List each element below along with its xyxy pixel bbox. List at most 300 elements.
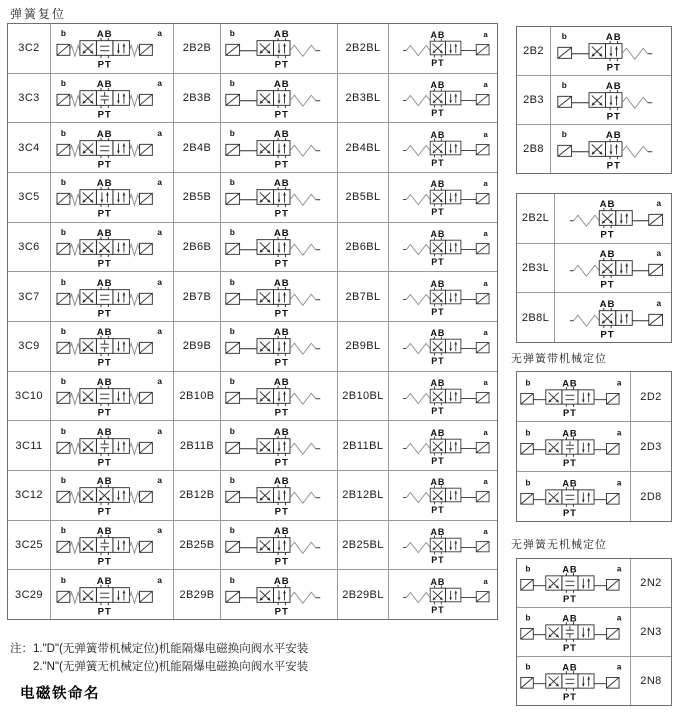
svg-text:PT: PT [274, 59, 289, 71]
svg-text:a: a [483, 377, 488, 387]
valve-code: 2B3 [517, 76, 551, 124]
svg-text:AB: AB [273, 327, 290, 339]
svg-text:AB: AB [273, 575, 290, 587]
valve-schematic-icon [223, 374, 335, 418]
svg-text:b: b [60, 79, 66, 89]
valve-code: 2B11B [174, 421, 221, 470]
valve-symbol [389, 173, 497, 222]
svg-text:a: a [157, 277, 162, 287]
svg-text:a: a [656, 298, 662, 308]
valve-symbol [51, 372, 174, 421]
valve-row [8, 321, 497, 371]
valve-symbol [555, 194, 671, 243]
valve-schematic-icon [553, 29, 669, 73]
valve-schematic-icon [223, 275, 335, 319]
svg-text:PT: PT [274, 307, 289, 319]
valve-schematic-icon [391, 573, 495, 617]
svg-text:AB: AB [430, 526, 446, 537]
svg-text:PT: PT [274, 109, 289, 120]
svg-text:b: b [60, 476, 66, 486]
valve-code: 2N8 [640, 675, 662, 687]
valve-symbol [517, 657, 631, 705]
svg-text:a: a [157, 526, 162, 536]
svg-text:PT: PT [274, 605, 289, 617]
svg-text:b: b [525, 377, 531, 387]
detent-table [516, 371, 672, 522]
spring-left-table [516, 193, 672, 343]
svg-text:AB: AB [96, 29, 113, 41]
valve-symbol [517, 422, 631, 471]
valve-schematic-icon [391, 175, 495, 219]
valve-schematic-icon [391, 225, 495, 269]
svg-text:a: a [483, 576, 488, 586]
valve-code: 3C29 [8, 570, 51, 619]
valve-schematic-icon [391, 126, 495, 170]
valve-symbol [51, 471, 174, 520]
svg-text:b: b [229, 228, 235, 238]
valve-row [8, 420, 497, 470]
svg-text:a: a [616, 662, 622, 672]
valve-symbol [221, 521, 338, 570]
valve-row [8, 371, 497, 421]
svg-text:a: a [483, 228, 488, 238]
svg-text:b: b [60, 526, 66, 536]
svg-text:PT: PT [563, 642, 577, 653]
valve-row [517, 372, 671, 421]
valve-row [517, 656, 671, 705]
svg-text:b: b [229, 178, 235, 188]
svg-text:PT: PT [563, 593, 577, 604]
valve-row [517, 75, 671, 124]
valve-schematic-icon [53, 473, 171, 517]
valve-row [517, 559, 671, 607]
svg-text:AB: AB [430, 228, 446, 239]
valve-code: 2B29BL [338, 570, 389, 619]
valve-schematic-icon [53, 324, 171, 368]
valve-symbol [389, 74, 497, 123]
valve-row [517, 194, 671, 243]
svg-text:AB: AB [599, 298, 616, 310]
svg-text:PT: PT [431, 505, 445, 516]
valve-code: 2B8 [517, 125, 551, 173]
svg-text:AB: AB [430, 179, 446, 190]
svg-text:PT: PT [274, 506, 289, 518]
svg-text:AB: AB [273, 377, 290, 389]
valve-row [517, 471, 671, 521]
svg-text:a: a [157, 228, 162, 238]
valve-schematic-icon [53, 26, 171, 70]
svg-text:b: b [229, 377, 235, 387]
svg-text:a: a [157, 377, 162, 387]
svg-text:AB: AB [96, 277, 113, 289]
svg-text:a: a [656, 249, 662, 259]
valve-code: 2N2 [640, 577, 662, 589]
svg-text:AB: AB [273, 277, 290, 289]
svg-text:PT: PT [97, 307, 112, 319]
valve-schematic-icon [223, 324, 335, 368]
valve-schematic-icon [53, 126, 171, 170]
valve-symbol [221, 173, 338, 222]
svg-text:AB: AB [430, 129, 446, 140]
valve-symbol [51, 173, 174, 222]
svg-text:PT: PT [97, 456, 112, 468]
spring-return-title: 弹簧复位 [10, 7, 67, 21]
svg-text:PT: PT [97, 158, 112, 170]
valve-schematic-icon [391, 26, 495, 70]
svg-text:b: b [60, 228, 66, 238]
valve-symbol [51, 421, 174, 470]
svg-text:b: b [229, 128, 235, 138]
valve-row [517, 124, 671, 173]
svg-text:AB: AB [273, 526, 290, 538]
svg-text:AB: AB [96, 426, 113, 438]
valve-symbol [221, 272, 338, 321]
svg-text:PT: PT [600, 328, 615, 340]
valve-row [8, 470, 497, 520]
valve-code: 3C11 [8, 421, 51, 470]
valve-schematic-icon [53, 374, 171, 418]
valve-code: 2B10B [174, 372, 221, 421]
valve-code: 3C6 [8, 223, 51, 272]
valve-symbol [389, 521, 497, 570]
valve-code: 2D2 [640, 390, 662, 403]
valve-schematic-icon [223, 573, 335, 617]
svg-text:AB: AB [599, 249, 616, 260]
svg-text:PT: PT [431, 58, 445, 69]
svg-text:b: b [229, 526, 235, 536]
valve-schematic-icon [391, 76, 495, 120]
valve-schematic-icon [391, 275, 495, 319]
svg-text:a: a [157, 128, 162, 138]
svg-text:b: b [60, 575, 66, 585]
svg-text:a: a [616, 477, 622, 487]
valve-symbol [221, 24, 338, 73]
svg-text:AB: AB [562, 613, 578, 624]
svg-text:b: b [229, 575, 235, 585]
svg-text:AB: AB [273, 228, 290, 240]
valve-schematic-icon [53, 76, 171, 120]
svg-text:PT: PT [563, 407, 577, 418]
valve-code: 2B3L [517, 244, 555, 293]
valve-schematic-icon [519, 561, 628, 605]
svg-text:AB: AB [96, 476, 113, 488]
valve-symbol [389, 471, 497, 520]
svg-text:PT: PT [431, 405, 445, 416]
valve-symbol [221, 74, 338, 123]
svg-text:a: a [157, 426, 162, 436]
valve-symbol [221, 372, 338, 421]
valve-schematic-icon [223, 473, 335, 517]
valve-schematic-icon [53, 424, 171, 468]
svg-text:AB: AB [96, 128, 113, 140]
svg-text:AB: AB [430, 427, 446, 438]
svg-text:AB: AB [562, 564, 578, 575]
svg-text:PT: PT [606, 111, 621, 122]
valve-schematic-icon [223, 26, 335, 70]
valve-symbol [389, 272, 497, 321]
svg-text:PT: PT [274, 357, 289, 369]
valve-schematic-icon [391, 374, 495, 418]
valve-symbol [51, 570, 174, 619]
valve-code: 2B6BL [338, 223, 389, 272]
svg-text:b: b [229, 79, 235, 89]
valve-symbol [51, 223, 174, 272]
svg-text:a: a [483, 477, 488, 487]
valve-code: 2B5B [174, 173, 221, 222]
valve-code: 3C2 [8, 24, 51, 73]
svg-text:AB: AB [273, 476, 290, 488]
svg-text:b: b [525, 613, 531, 623]
valve-symbol [517, 372, 631, 421]
valve-symbol [389, 322, 497, 371]
valve-row [8, 271, 497, 321]
svg-text:b: b [525, 477, 531, 487]
svg-text:a: a [157, 327, 162, 337]
svg-text:AB: AB [599, 199, 616, 211]
svg-text:b: b [60, 178, 66, 188]
valve-row [8, 222, 497, 272]
valve-schematic-icon [553, 127, 669, 171]
note-line-2: 2."N"(无弹簧无机械定位)机能隔爆电磁换向阀水平安装 [33, 661, 309, 673]
svg-text:AB: AB [96, 79, 113, 90]
valve-symbol [51, 123, 174, 172]
svg-text:AB: AB [273, 79, 290, 90]
svg-text:PT: PT [600, 279, 615, 290]
svg-text:a: a [656, 199, 662, 209]
valve-code: 2B10BL [338, 372, 389, 421]
valve-code: 3C4 [8, 123, 51, 172]
svg-text:PT: PT [431, 455, 445, 466]
svg-text:PT: PT [97, 605, 112, 617]
svg-text:PT: PT [274, 456, 289, 468]
svg-text:PT: PT [97, 59, 112, 71]
valve-row [517, 421, 671, 471]
svg-text:AB: AB [96, 526, 113, 538]
valve-code: 2B2B [174, 24, 221, 73]
valve-code: 2B3BL [338, 74, 389, 123]
valve-row [517, 292, 671, 342]
note-line-1: 注：1."D"(无弹簧带机械定位)机能隔爆电磁换向阀水平安装 [10, 643, 309, 655]
valve-schematic-icon [519, 425, 628, 469]
valve-symbol [517, 472, 631, 521]
svg-text:AB: AB [96, 327, 113, 339]
svg-text:AB: AB [430, 576, 446, 587]
svg-text:AB: AB [430, 30, 446, 41]
valve-symbol [221, 223, 338, 272]
svg-text:PT: PT [431, 107, 445, 118]
svg-text:a: a [157, 79, 162, 89]
valve-row [517, 243, 671, 293]
valve-schematic-icon [557, 196, 669, 240]
svg-text:a: a [483, 30, 488, 40]
svg-text:b: b [60, 327, 66, 337]
svg-text:AB: AB [430, 477, 446, 488]
svg-text:AB: AB [96, 377, 113, 389]
valve-code: 2B6B [174, 223, 221, 272]
svg-text:b: b [525, 427, 531, 437]
valve-code: 2D3 [640, 440, 662, 453]
svg-text:AB: AB [430, 328, 446, 339]
svg-text:PT: PT [431, 157, 445, 168]
svg-text:b: b [525, 564, 531, 574]
svg-text:AB: AB [273, 128, 290, 140]
valve-schematic-icon [557, 246, 669, 290]
svg-text:b: b [561, 32, 567, 42]
svg-text:AB: AB [273, 178, 290, 190]
valve-symbol [551, 125, 671, 173]
svg-text:a: a [157, 476, 162, 486]
valve-symbol [555, 244, 671, 293]
valve-code: 2B9BL [338, 322, 389, 371]
svg-text:PT: PT [600, 229, 615, 241]
svg-text:a: a [616, 564, 622, 574]
valve-row [8, 520, 497, 570]
valve-code: 2B12B [174, 471, 221, 520]
valve-symbol [551, 27, 671, 75]
valve-code: 2B11BL [338, 421, 389, 470]
svg-text:PT: PT [274, 407, 289, 419]
valve-code: 3C3 [8, 74, 51, 123]
valve-row [517, 27, 671, 75]
svg-text:AB: AB [430, 377, 446, 388]
valve-code: 3C9 [8, 322, 51, 371]
valve-code: 2D8 [640, 490, 662, 503]
valve-schematic-icon [391, 324, 495, 368]
svg-text:a: a [157, 575, 162, 585]
main-table [7, 23, 498, 620]
svg-text:PT: PT [563, 691, 577, 702]
valve-symbol [51, 521, 174, 570]
valve-code: 3C5 [8, 173, 51, 222]
svg-text:a: a [616, 613, 622, 623]
valve-symbol [389, 372, 497, 421]
valve-symbol [51, 24, 174, 73]
valve-schematic-icon [53, 275, 171, 319]
valve-schematic-icon [223, 523, 335, 567]
svg-text:PT: PT [606, 160, 621, 171]
valve-schematic-icon [391, 523, 495, 567]
svg-text:AB: AB [562, 377, 578, 388]
svg-text:a: a [483, 526, 488, 536]
valve-row [8, 569, 497, 619]
valve-code: 2B29B [174, 570, 221, 619]
svg-text:b: b [60, 426, 66, 436]
svg-text:AB: AB [96, 178, 113, 190]
svg-text:a: a [157, 29, 162, 39]
svg-text:a: a [483, 79, 488, 89]
spring-right-table [516, 26, 672, 174]
svg-text:a: a [616, 377, 622, 387]
valve-symbol [389, 421, 497, 470]
svg-text:AB: AB [96, 228, 113, 240]
svg-text:AB: AB [605, 81, 622, 92]
svg-text:a: a [483, 427, 488, 437]
svg-text:PT: PT [431, 604, 445, 615]
valve-schematic-icon [557, 296, 669, 340]
no-detent-section-title: 无弹簧无机械定位 [511, 539, 607, 551]
svg-text:PT: PT [97, 258, 112, 270]
valve-symbol [517, 608, 631, 656]
detent-section-title: 无弹簧带机械定位 [511, 353, 607, 365]
valve-code: 2B3B [174, 74, 221, 123]
valve-symbol [555, 293, 671, 342]
valve-symbol [551, 76, 671, 124]
valve-row [8, 172, 497, 222]
svg-text:a: a [483, 129, 488, 139]
valve-code: 2B7BL [338, 272, 389, 321]
svg-text:b: b [229, 327, 235, 337]
valve-symbol [389, 570, 497, 619]
valve-code: 2B2L [517, 194, 555, 243]
valve-code: 3C12 [8, 471, 51, 520]
svg-text:AB: AB [96, 575, 113, 587]
svg-text:b: b [60, 29, 66, 39]
svg-text:PT: PT [97, 208, 112, 220]
svg-text:a: a [483, 278, 488, 288]
valve-schematic-icon [223, 175, 335, 219]
valve-code: 2B4BL [338, 123, 389, 172]
svg-text:PT: PT [97, 109, 112, 120]
valve-schematic-icon [223, 76, 335, 120]
valve-symbol [221, 421, 338, 470]
valve-schematic-icon [519, 375, 628, 419]
svg-text:PT: PT [431, 306, 445, 317]
svg-text:b: b [229, 426, 235, 436]
valve-schematic-icon [391, 473, 495, 517]
valve-schematic-icon [553, 78, 669, 122]
svg-text:PT: PT [97, 357, 112, 369]
valve-schematic-icon [223, 424, 335, 468]
svg-text:PT: PT [97, 506, 112, 518]
svg-text:AB: AB [605, 130, 622, 141]
no-detent-table [516, 558, 672, 706]
solenoid-naming-heading: 电磁铁命名 [20, 686, 100, 702]
valve-code: 2B5BL [338, 173, 389, 222]
valve-row [8, 73, 497, 123]
valve-code: 2B9B [174, 322, 221, 371]
svg-text:AB: AB [562, 662, 578, 673]
svg-text:b: b [229, 277, 235, 287]
svg-text:PT: PT [97, 556, 112, 568]
svg-text:PT: PT [97, 407, 112, 419]
svg-text:PT: PT [431, 207, 445, 218]
svg-text:PT: PT [274, 158, 289, 170]
valve-code: 3C10 [8, 372, 51, 421]
svg-text:PT: PT [431, 554, 445, 565]
svg-text:PT: PT [431, 256, 445, 267]
valve-schematic-icon [223, 225, 335, 269]
valve-schematic-icon [519, 475, 628, 519]
valve-symbol [51, 322, 174, 371]
valve-schematic-icon [53, 573, 171, 617]
svg-text:AB: AB [430, 278, 446, 289]
valve-symbol [221, 570, 338, 619]
svg-text:b: b [60, 128, 66, 138]
valve-symbol [221, 123, 338, 172]
valve-row [517, 607, 671, 656]
valve-schematic-icon [391, 424, 495, 468]
valve-symbol [51, 74, 174, 123]
valve-schematic-icon [53, 225, 171, 269]
valve-code: 2B4B [174, 123, 221, 172]
valve-schematic-icon [53, 523, 171, 567]
valve-schematic-icon [53, 175, 171, 219]
svg-text:PT: PT [274, 208, 289, 220]
valve-schematic-icon [519, 610, 628, 654]
valve-code: 2N3 [640, 626, 662, 638]
valve-symbol [51, 272, 174, 321]
valve-code: 2B25BL [338, 521, 389, 570]
